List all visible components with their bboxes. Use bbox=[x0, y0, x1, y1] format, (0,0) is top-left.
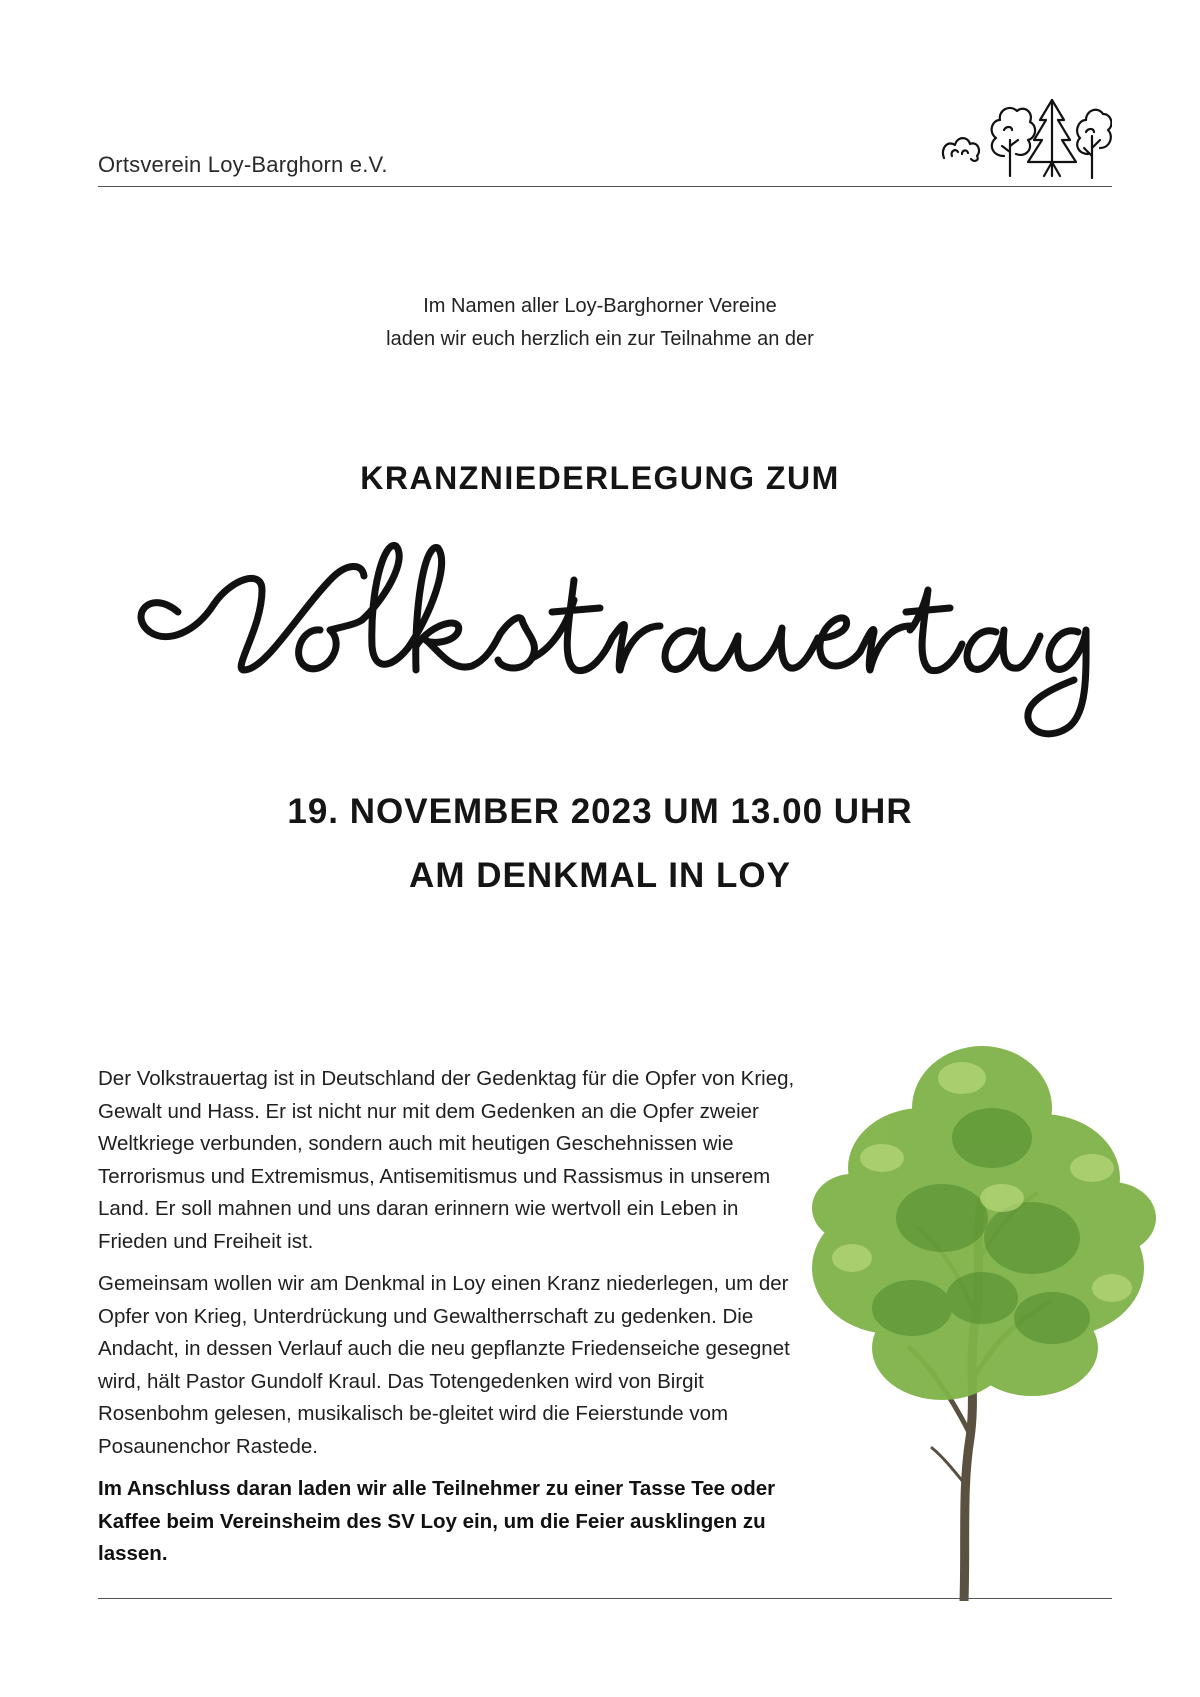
organization-name: Ortsverein Loy-Barghorn e.V. bbox=[98, 152, 388, 177]
intro-line-1: Im Namen aller Loy-Barghorner Vereine bbox=[423, 295, 777, 317]
event-location: AM DENKMAL IN LOY bbox=[409, 856, 791, 895]
event-date-time: 19. NOVEMBER 2023 UM 13.00 UHR bbox=[287, 792, 913, 831]
intro-line-2: laden wir euch herzlich ein zur Teilnahme an der bbox=[386, 328, 814, 350]
headline-kicker: KRANZNIEDERLEGUNG ZUM bbox=[360, 460, 840, 496]
page-header bbox=[98, 0, 1112, 187]
intro-text bbox=[0, 290, 1200, 356]
header-divider bbox=[98, 186, 1112, 187]
body-text bbox=[98, 1063, 808, 1581]
trees-outline-icon bbox=[940, 96, 1112, 180]
paragraph-1: Der Volkstrauertag ist in Deutschland der Gedenktag für die Opfer von Krieg, Gewalt und Hass. Er ist nicht nur mit dem Gedenken an die Opfer zweier Weltkriege verbunden, sondern auch mit heutigen Geschehnissen wie Terrorismus und Extremismus, Antisemitismus und Rassismus in unserem Land. Er soll mahnen und uns daran erinnern wie wertvoll ein Leben in Frieden und Freiheit ist. bbox=[98, 1067, 795, 1253]
script-title bbox=[0, 520, 1200, 750]
paragraph-3: Im Anschluss daran laden wir alle Teilnehmer zu einer Tasse Tee oder Kaffee beim Vereinsheim des SV Loy ein, um die Feier ausklingen zu lassen. bbox=[98, 1477, 776, 1565]
tree-photo-icon bbox=[792, 1018, 1162, 1601]
footer-divider bbox=[98, 1598, 1112, 1599]
paragraph-2: Gemeinsam wollen wir am Denkmal in Loy einen Kranz niederlegen, um der Opfer von Krieg, Unterdrückung und Gewaltherrschaft zu gedenken. Die Andacht, in dessen Verlauf auch die neu gepflanzte Friedenseiche gesegnet wird, hält Pastor Gundolf Kraul. Das Totengedenken wird von Birgit Rosenbohm gelesen, musikalisch be-gleitet wird die Feierstunde vom Posaunenchor Rastede. bbox=[98, 1272, 790, 1458]
